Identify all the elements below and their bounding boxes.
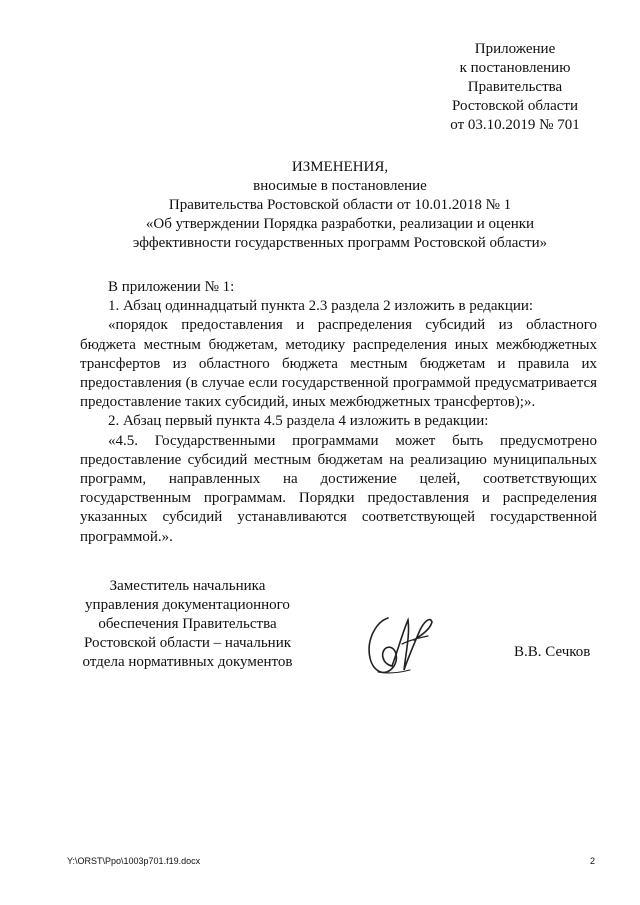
body-item-2: 2. Абзац первый пункта 4.5 раздела 4 изложить в редакции:	[108, 413, 489, 430]
annex-line-4: Ростовской области	[452, 98, 578, 114]
document-body	[80, 278, 597, 547]
annex-line-3: Правительства	[467, 79, 563, 95]
body-intro: В приложении № 1:	[108, 279, 235, 295]
footer-file-path: Y:\ORST\Ppo\1003p701.f19.docx	[67, 856, 201, 866]
signatory-line-3: обеспечения Правительства	[98, 616, 277, 632]
document-title	[80, 158, 600, 253]
signatory-line-1: Заместитель начальника	[109, 578, 266, 594]
signatory-line-2: управления документационного	[85, 597, 290, 613]
page-number: 2	[590, 856, 596, 866]
body-quote-1: «порядок предоставления и распределения субсидий из областного бюджета местным бюджетам, методику распределения иных межбюджетных трансфертов из областного бюджета местным бюджетам и правила их предоставления (в случае если государственной программой предусматривается предоставление таких субсидий, иных межбюджетных трансфертов);».	[80, 317, 597, 411]
annex-line-1: Приложение	[474, 41, 556, 57]
title-line-4: «Об утверждении Порядка разработки, реализации и оценки	[145, 216, 535, 232]
signatory-title	[70, 577, 305, 672]
title-line-3: Правительства Ростовской области от 10.01.2018 № 1	[168, 197, 512, 213]
title-line-5: эффективности государственных программ Ростовской области»	[132, 235, 548, 251]
signatory-name: В.В. Сечков	[514, 644, 591, 660]
annex-header	[440, 40, 590, 135]
signatory-line-5: отдела нормативных документов	[82, 654, 293, 670]
annex-line-2: к постановлению	[459, 60, 571, 76]
handwritten-signature	[358, 600, 438, 690]
body-quote-2: «4.5. Государственными программами может быть предусмотрено предоставление субсидий местным бюджетам на реализацию муниципальных программ, направленных на достижение целей, соответствующих государственным программам. Порядки предоставления и распределения указанных субсидий устанавливаются соответствующей государственной программой.».	[80, 432, 597, 545]
title-heading: ИЗМЕНЕНИЯ,	[291, 159, 389, 175]
signatory-line-4: Ростовской области – начальник	[83, 635, 292, 651]
annex-line-5: от 03.10.2019 № 701	[450, 117, 580, 133]
title-line-2: вносимые в постановление	[253, 178, 427, 194]
body-item-1: 1. Абзац одиннадцатый пункта 2.3 раздела 2 изложить в редакции:	[108, 298, 534, 315]
